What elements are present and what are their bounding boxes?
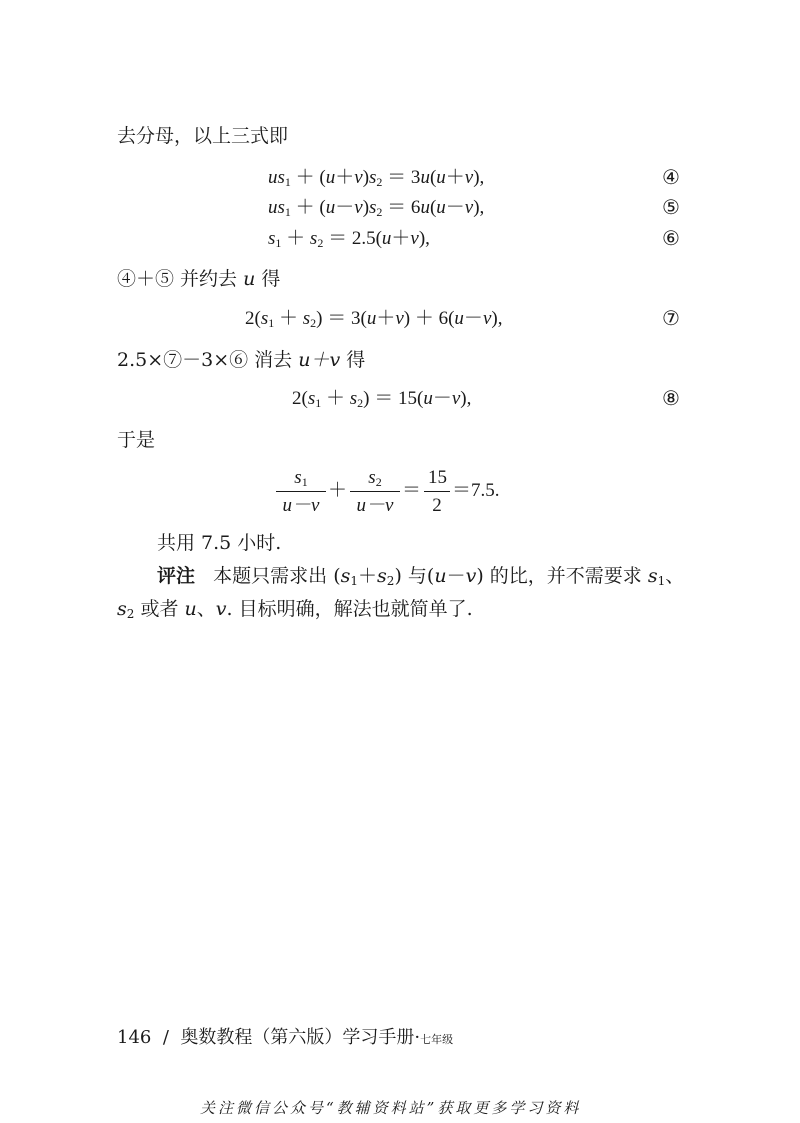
promo-banner: 关注微信公众号“教辅资料站”获取更多学习资料 bbox=[200, 1099, 582, 1117]
equals-sign: ＝ bbox=[402, 480, 422, 501]
note-line-2-a: 或者 bbox=[140, 598, 179, 620]
equation-8-tag: ⑧ bbox=[662, 386, 680, 410]
note-text-2: 与 bbox=[407, 565, 427, 587]
page-footer bbox=[117, 1023, 453, 1049]
step-2-prefix: 2.5×⑦－3×⑥ 消去 bbox=[117, 349, 293, 371]
page-number: 146 bbox=[117, 1027, 152, 1048]
note-line-2: $s_2$ 或者 u、v. 目标明确，解法也就简单了. bbox=[117, 598, 473, 621]
note-text-1: 本题只需求出 bbox=[213, 565, 328, 587]
answer-text: 共用 7.5 小时. bbox=[157, 532, 282, 554]
fraction-2-denominator: u－v bbox=[356, 495, 394, 516]
equation-5-tag: ⑤ bbox=[662, 195, 680, 219]
fraction-1-numerator: s bbox=[294, 467, 302, 488]
grade-label: 七年级 bbox=[420, 1033, 454, 1046]
step-2-variable: u＋v bbox=[298, 349, 341, 371]
book-title: 奥数教程（第六版）学习手册· bbox=[180, 1027, 421, 1048]
fraction-2-numerator-sub: 2 bbox=[375, 475, 382, 489]
fraction-3-numerator: 15 bbox=[424, 466, 450, 492]
note-label: 评注 bbox=[157, 565, 196, 587]
therefore-text: 于是 bbox=[117, 429, 156, 451]
equation-5: $us_1 + (u-v)s_2 = 6u(u-v)$, bbox=[268, 197, 485, 219]
fraction-2-numerator: s bbox=[368, 467, 376, 488]
note-text-3: 的比，并不需要求 bbox=[489, 565, 642, 587]
step-text-1 bbox=[117, 267, 280, 291]
equation-4-tag: ④ bbox=[662, 165, 680, 189]
step-1-prefix: ④＋⑤ 并约去 bbox=[117, 268, 238, 290]
plus-sign: ＋ bbox=[328, 480, 348, 501]
equation-7: $2(s_1 + s_2) = 3(u+v) + 6(u-v)$, bbox=[245, 308, 503, 330]
step-text-2 bbox=[117, 348, 365, 372]
equation-8: $2(s_1 + s_2) = 15(u-v)$, bbox=[292, 388, 472, 410]
fraction-3-denominator: 2 bbox=[432, 495, 442, 516]
intro-text: 去分母，以上三式即 bbox=[117, 125, 289, 147]
fraction-1-numerator-sub: 1 bbox=[301, 475, 308, 489]
equation-4: $us_1 + (u+v)s_2 = 3u(u+v)$, bbox=[268, 167, 485, 189]
fraction-result: ＝7.5. bbox=[452, 480, 500, 501]
fraction-2 bbox=[350, 466, 400, 518]
step-1-suffix: 得 bbox=[261, 268, 281, 290]
equation-7-tag: ⑦ bbox=[662, 306, 680, 330]
note-line-1: 评注 本题只需求出 $(s_1+s_2)$ 与(u－v) 的比，并不需要求 $s_1$、 bbox=[157, 565, 685, 588]
fraction-1-denominator: u－v bbox=[282, 495, 320, 516]
step-2-suffix: 得 bbox=[346, 349, 366, 371]
note-line-2-b: 目标明确，解法也就简单了. bbox=[238, 598, 473, 620]
equation-6: $s_1 + s_2 = 2.5(u+v)$, bbox=[268, 228, 430, 250]
step-1-variable: u bbox=[243, 268, 256, 290]
fraction-1 bbox=[276, 466, 326, 518]
footer-slash: / bbox=[162, 1027, 169, 1048]
equation-6-tag: ⑥ bbox=[662, 226, 680, 250]
fraction-3 bbox=[424, 466, 450, 518]
